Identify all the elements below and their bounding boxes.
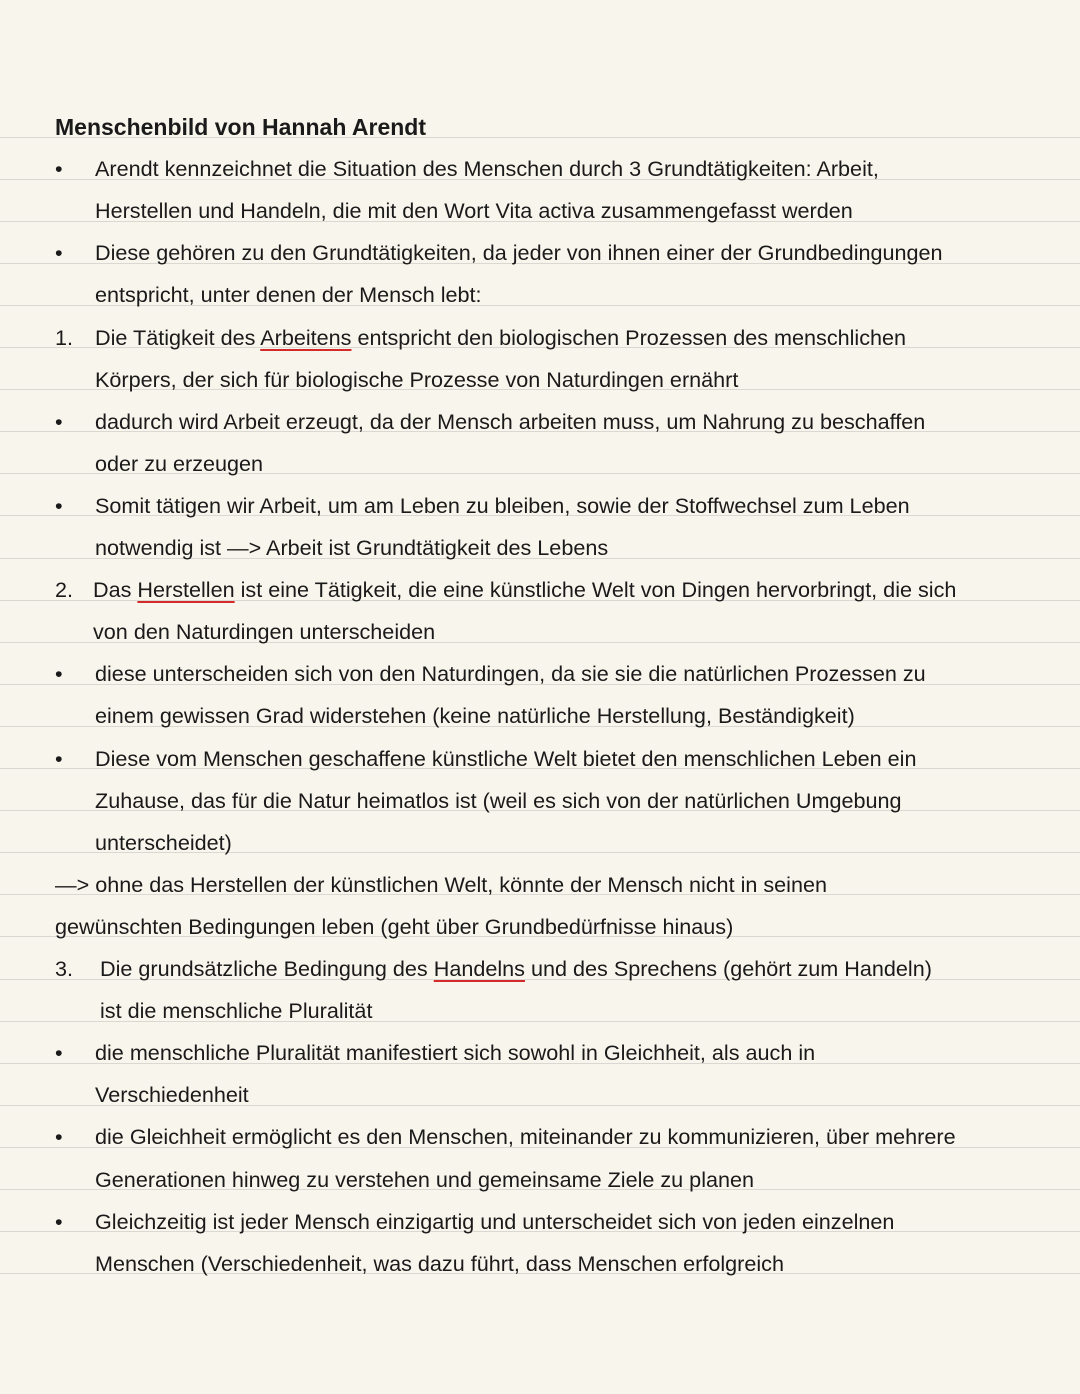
line-text xyxy=(95,1032,815,1074)
line-text xyxy=(95,780,902,822)
text-segment: Arendt kennzeichnet die Situation des Menschen durch 3 Grundtätigkeiten: Arbeit, xyxy=(95,156,879,182)
line-text xyxy=(95,822,232,864)
bullet-item xyxy=(0,1032,1080,1074)
line-text xyxy=(95,148,879,190)
line-text xyxy=(100,948,932,990)
bullet-marker: • xyxy=(55,1208,63,1234)
text-segment: die Gleichheit ermöglicht es den Menschen, miteinander zu kommunizieren, über mehrere xyxy=(95,1124,956,1150)
text-line xyxy=(0,274,1080,316)
text-segment: Körpers, der sich für biologische Prozesse von Naturdingen ernährt xyxy=(95,366,739,392)
line-text xyxy=(95,274,482,316)
text-segment: entspricht den biologischen Prozessen des menschlichen xyxy=(351,324,907,350)
text-segment: Die grundsätzliche Bedingung des xyxy=(100,956,434,981)
line-text xyxy=(95,359,738,401)
text-segment: Generationen hinweg zu verstehen und gemeinsame Ziele zu planen xyxy=(95,1166,755,1192)
bullet-item xyxy=(0,738,1080,780)
line-text xyxy=(95,653,926,695)
underlined-term: Handelns xyxy=(433,956,525,981)
underlined-term: Herstellen xyxy=(137,577,235,603)
number-marker: 3. xyxy=(55,956,74,981)
line-text xyxy=(95,1074,249,1116)
text-segment: entspricht, unter denen der Mensch lebt: xyxy=(95,282,482,308)
text-line xyxy=(0,990,1080,1032)
text-segment: gewünschten Bedingungen leben (geht über Grundbedürfnisse hinaus) xyxy=(55,913,734,939)
text-segment: diese unterscheiden sich von den Naturdingen, da sie sie die natürlichen Prozessen zu xyxy=(95,661,926,687)
bullet-marker: • xyxy=(55,492,63,518)
line-text xyxy=(95,1243,784,1285)
text-segment: Verschiedenheit xyxy=(95,1082,249,1108)
text-line xyxy=(0,695,1080,737)
line-text xyxy=(95,695,855,737)
text-line xyxy=(0,780,1080,822)
text-segment: Das xyxy=(93,577,138,603)
text-segment: Zuhause, das für die Natur heimatlos ist (weil es sich von der natürlichen Umgebung xyxy=(95,787,902,813)
bullet-marker: • xyxy=(55,156,63,182)
text-segment: Diese vom Menschen geschaffene künstliche Welt bietet den menschlichen Leben ein xyxy=(95,745,917,771)
text-segment: Herstellen und Handeln, die mit den Wort Vita activa zusammengefasst werden xyxy=(95,198,853,224)
text-segment: Menschen (Verschiedenheit, was dazu führt, dass Menschen erfolgreich xyxy=(95,1250,784,1276)
text-segment: dadurch wird Arbeit erzeugt, da der Mensch arbeiten muss, um Nahrung zu beschaffen xyxy=(95,408,926,434)
text-segment: die menschliche Pluralität manifestiert sich sowohl in Gleichheit, als auch in xyxy=(95,1040,816,1066)
line-text xyxy=(95,443,263,485)
text-line xyxy=(0,190,1080,232)
text-segment: ist die menschliche Pluralität xyxy=(100,998,373,1024)
line-text xyxy=(95,738,916,780)
text-line xyxy=(0,359,1080,401)
line-text xyxy=(95,232,943,274)
text-line xyxy=(0,1243,1080,1285)
text-line xyxy=(0,611,1080,653)
text-line xyxy=(0,527,1080,569)
text-segment: unterscheidet) xyxy=(95,829,232,855)
bullet-marker: • xyxy=(55,1124,63,1150)
line-text xyxy=(93,611,435,653)
text-line xyxy=(0,864,1080,906)
line-text xyxy=(55,906,733,948)
bullet-marker: • xyxy=(55,745,63,771)
line-text xyxy=(95,485,910,527)
text-segment: —> ohne das Herstellen der künstlichen Welt, könnte der Mensch nicht in seinen xyxy=(55,871,828,897)
line-text xyxy=(95,527,608,569)
text-segment: Somit tätigen wir Arbeit, um am Leben zu bleiben, sowie der Stoffwechsel zum Leben xyxy=(95,492,910,518)
text-segment: oder zu erzeugen xyxy=(95,450,264,476)
line-text xyxy=(95,1159,754,1201)
text-line xyxy=(0,822,1080,864)
line-text xyxy=(93,569,956,611)
text-segment: Diese gehören zu den Grundtätigkeiten, da jeder von ihnen einer der Grundbedingungen xyxy=(95,240,943,266)
line-text xyxy=(95,1116,956,1158)
document-title: Menschenbild von Hannah Arendt xyxy=(55,114,427,140)
row-title xyxy=(0,106,1080,148)
numbered-item xyxy=(0,569,1080,611)
bullet-item xyxy=(0,1201,1080,1243)
line-text xyxy=(95,1201,894,1243)
text-line xyxy=(0,443,1080,485)
bullet-item xyxy=(0,1116,1080,1158)
text-line xyxy=(0,1074,1080,1116)
bullet-item xyxy=(0,148,1080,190)
bullet-marker: • xyxy=(55,240,63,266)
line-text xyxy=(95,401,925,443)
number-marker: 2. xyxy=(55,577,74,603)
text-segment: ist eine Tätigkeit, die eine künstliche Welt von Dingen hervorbringt, die sich xyxy=(234,577,957,603)
text-segment: Die Tätigkeit des xyxy=(95,324,261,350)
text-segment: und des Sprechens (gehört zum Handeln) xyxy=(524,956,932,981)
line-text xyxy=(95,190,853,232)
text-segment: Gleichzeitig ist jeder Mensch einzigartig und unterscheidet sich von jeden einzelnen xyxy=(95,1208,895,1234)
bullet-item xyxy=(0,232,1080,274)
bullet-item xyxy=(0,485,1080,527)
bullet-item xyxy=(0,401,1080,443)
bullet-marker: • xyxy=(55,408,63,434)
underlined-term: Arbeitens xyxy=(260,324,352,350)
numbered-item xyxy=(0,948,1080,990)
bullet-marker: • xyxy=(55,661,63,687)
line-text xyxy=(100,990,372,1032)
bullet-item xyxy=(0,653,1080,695)
text-line xyxy=(0,1159,1080,1201)
bullet-marker: • xyxy=(55,1040,63,1066)
number-marker: 1. xyxy=(55,324,74,350)
text-segment: von den Naturdingen unterscheiden xyxy=(93,619,436,645)
text-segment: notwendig ist —> Arbeit ist Grundtätigkeit des Lebens xyxy=(95,535,609,560)
text-segment: einem gewissen Grad widerstehen (keine natürliche Herstellung, Beständigkeit) xyxy=(95,703,855,729)
line-text xyxy=(55,864,827,906)
line-text xyxy=(95,317,906,359)
text-line xyxy=(0,906,1080,948)
numbered-item xyxy=(0,317,1080,359)
